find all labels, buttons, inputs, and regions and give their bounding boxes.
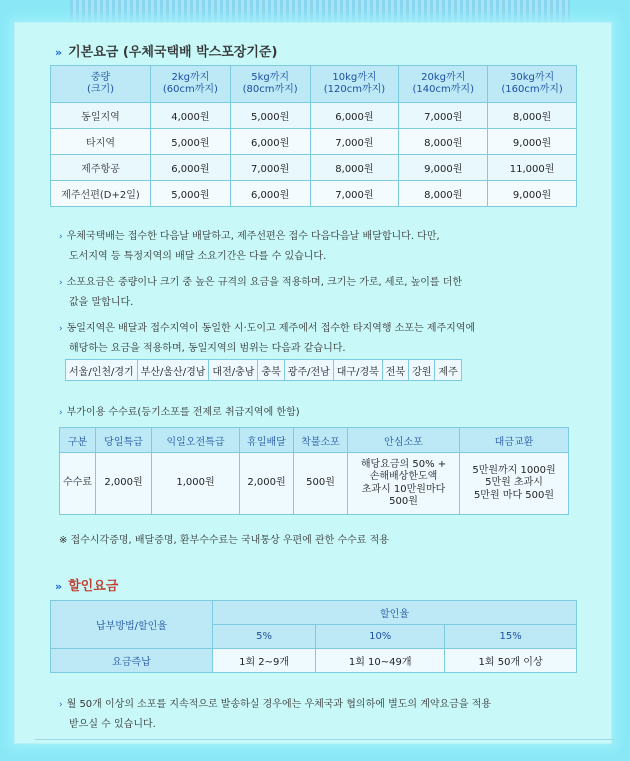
content-sheet: [14, 22, 612, 744]
note-contract: › 월 50개 이상의 소포를 지속적으로 발송하실 경우에는 우체국과 협의하에 별도의 계약요금을 적용 받으실 수 있습니다.: [59, 699, 492, 730]
note-delivery: › 우체국택배는 접수한 다음날 배달하고, 제주선편은 접수 다음다음날 배달합니다. 다만, 도서지역 등 특정지역의 배달 소요기간은 다를 수 있습니다.: [59, 231, 440, 262]
table-header-row: 구분 당일특급 익일오전특급 휴일배달 착불소포 안심소포 대금교환: [60, 428, 569, 453]
bullet-icon: ›: [59, 232, 63, 242]
basic-rates-table: [50, 65, 577, 207]
fee-title: › 부가이용 수수료(등기소포를 전제로 취급지역에 한함): [59, 407, 300, 418]
header-col: 10kg까지 (120cm까지): [310, 66, 399, 103]
table-row: 요금즉납 1회 2~9개 1회 10~49개 1회 50개 이상: [51, 649, 577, 673]
header-weight-size: 중량 (크기): [51, 66, 151, 103]
bullet-icon: ›: [59, 408, 63, 418]
cod-fee: 5만원까지 1000원 5만원 초과시 5만원 마다 500원: [460, 453, 569, 515]
table-row: 서울/인천/경기 부산/울산/경남 대전/충남 충북 광주/전남 대구/경북 전북 강원 제주: [66, 360, 462, 381]
bullet-icon: ›: [59, 324, 63, 334]
ansim-fee: 해당요금의 50% + 손해배상한도액 초과시 10만원마다 500원: [348, 453, 460, 515]
bullet-icon: ›: [59, 278, 63, 288]
fee-table: [59, 427, 569, 515]
table-row: 제주항공 6,000원 7,000원 8,000원 9,000원 11,000원: [51, 155, 577, 181]
double-chevron-icon: »: [55, 46, 63, 59]
header-col: 20kg까지 (140cm까지): [399, 66, 488, 103]
table-header-row: 납부방법/할인율 할인율: [51, 601, 577, 625]
table-row: 수수료 2,000원 1,000원 2,000원 500원 해당요금의 50% + 손해배상한도액 초과시 10만원마다 500원 5만원까지 1000원 5만원 초과시 5만원 마다 500원: [60, 453, 569, 515]
footnote: ※ 접수시각증명, 배달증명, 환부수수료는 국내통상 우편에 관한 수수료 적용: [59, 535, 389, 546]
divider: [35, 739, 615, 740]
note-size: › 소포요금은 중량이나 크기 중 높은 규격의 요금을 적용하며, 크기는 가로, 세로, 높이를 더한 값을 말합니다.: [59, 277, 463, 308]
section-title-discount: » 할인요금: [55, 579, 119, 594]
header-col: 2kg까지 (60cm까지): [151, 66, 231, 103]
table-row: 제주선편(D+2일) 5,000원 6,000원 7,000원 8,000원 9,000원: [51, 181, 577, 207]
tape-decoration: [70, 0, 570, 24]
note-region: › 동일지역은 배달과 접수지역이 동일한 시·도이고 제주에서 접수한 타지역행 소포는 제주지역에 해당하는 요금을 적용하며, 동일지역의 범위는 다음과 같습니다.: [59, 323, 476, 354]
table-header-row: [51, 66, 577, 103]
header-col: 5kg까지 (80cm까지): [230, 66, 310, 103]
double-chevron-icon: »: [55, 580, 63, 593]
discount-table: [50, 600, 577, 673]
header-col: 30kg까지 (160cm까지): [488, 66, 577, 103]
region-table: [65, 359, 462, 381]
table-row: 타지역 5,000원 6,000원 7,000원 8,000원 9,000원: [51, 129, 577, 155]
section-title-basic-rates: » 기본요금 (우체국택배 박스포장기준): [55, 45, 278, 60]
table-header-row: 5% 10% 15%: [51, 625, 577, 649]
bullet-icon: ›: [59, 700, 63, 710]
table-row: 동일지역 4,000원 5,000원 6,000원 7,000원 8,000원: [51, 103, 577, 129]
